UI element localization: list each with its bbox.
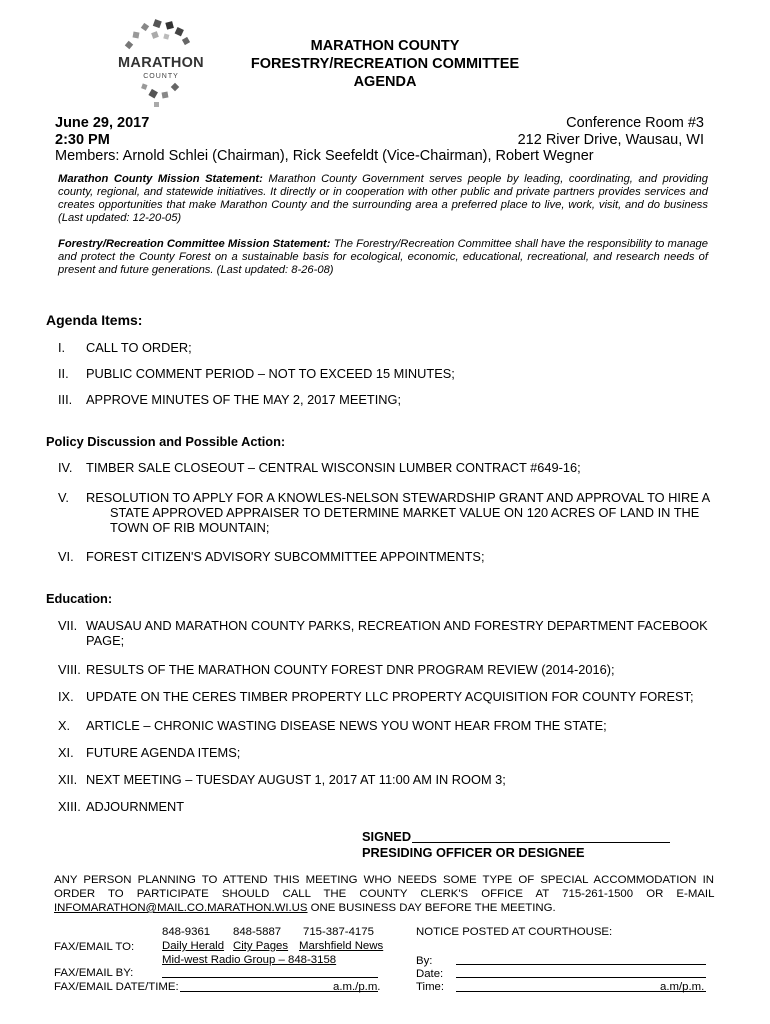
item-number: XI. (58, 745, 74, 760)
posted-date-label: Date: (416, 968, 444, 980)
item-text: RESOLUTION TO APPLY FOR A KNOWLES-NELSON STEWARDSHIP GRANT AND APPROVAL TO HIRE A (86, 490, 711, 505)
media-marshfield-news: Marshfield News (299, 940, 384, 952)
phone-1: 848-9361 (162, 926, 211, 938)
notice-text: ANY PERSON PLANNING TO ATTEND THIS MEETING WHO NEEDS SOME TYPE OF SPECIAL ACCOMMODATION IN ORDER TO PARTICIPATE SHOULD CALL THE COUNTY CLERK'S OFFICE AT 715-261-1500 OR E-MAIL (54, 874, 714, 900)
item-number: IX. (58, 689, 74, 704)
item-number: VIII. (58, 662, 81, 677)
title-line-3: AGENDA (353, 74, 417, 90)
signature-line (412, 842, 670, 843)
agenda-heading: Agenda Items: (46, 312, 143, 328)
fax-ampm-label: a.m./p.m. (333, 981, 381, 993)
item-text: TIMBER SALE CLOSEOUT – CENTRAL WISCONSIN LUMBER CONTRACT #649-16; (86, 460, 581, 475)
members-line: Members: Arnold Schlei (Chairman), Rick Seefeldt (Vice-Chairman), Robert Wegner (55, 148, 594, 164)
meeting-room: Conference Room #3 (566, 115, 704, 131)
media-daily-herald: Daily Herald (162, 940, 225, 952)
item-text-continued: TOWN OF RIB MOUNTAIN; (110, 520, 270, 535)
meeting-time: 2:30 PM (55, 132, 110, 148)
info-email-link[interactable]: INFOMARATHON@MAIL.CO.MARATHON.WI.US (54, 902, 308, 914)
item-text: PUBLIC COMMENT PERIOD – NOT TO EXCEED 15 MINUTES; (86, 366, 455, 381)
phone-2: 848-5887 (233, 926, 282, 938)
committee-mission-text: The Forestry/Recreation Committee shall have the responsibility to manage and protect the County Forest on a sustainable basis for ecological, economic, educational, recreational, and research needs of present and future generations. (Last updated: 8-26-08) (58, 238, 708, 276)
item-number: X. (58, 718, 71, 733)
title-line-2: FORESTRY/RECREATION COMMITTEE (250, 56, 520, 72)
posted-date-line (456, 977, 706, 978)
meeting-date: June 29, 2017 (55, 115, 150, 131)
education-heading: Education: (46, 591, 113, 606)
title-line-1: MARATHON COUNTY (310, 38, 460, 54)
signed-label: SIGNED (362, 829, 412, 844)
media-city-pages: City Pages (233, 940, 289, 952)
item-text: NEXT MEETING – TUESDAY AUGUST 1, 2017 AT 11:00 AM IN ROOM 3; (86, 772, 506, 787)
committee-mission-statement (58, 238, 708, 277)
notice-text-end: ONE BUSINESS DAY BEFORE THE MEETING. (307, 902, 556, 914)
meeting-address: 212 River Drive, Wausau, WI (517, 132, 704, 148)
presiding-officer-label: PRESIDING OFFICER OR DESIGNEE (362, 845, 585, 860)
item-text: CALL TO ORDER; (86, 340, 192, 355)
list-item (0, 490, 770, 536)
item-text: FUTURE AGENDA ITEMS; (86, 745, 241, 760)
item-text: APPROVE MINUTES OF THE MAY 2, 2017 MEETING; (86, 392, 402, 407)
item-text: ARTICLE – CHRONIC WASTING DISEASE NEWS YOU WONT HEAR FROM THE STATE; (86, 718, 607, 733)
item-number: III. (58, 392, 73, 407)
item-number: VI. (58, 549, 74, 564)
item-number: II. (58, 366, 69, 381)
media-midwest-radio: Mid-west Radio Group – 848-3158 (162, 954, 337, 966)
phone-3: 715-387-4175 (303, 926, 374, 938)
committee-mission-label: Forestry/Recreation Committee Mission Statement: (58, 238, 331, 250)
county-mission-text: Marathon County Government serves people by leading, coordinating, and providing county, regional, and statewide initiatives. It directly or in cooperation with other public and private partners provides services and creates opportunities that make Marathon County and the surrounding area a preferred place to live, work, visit, and do business (Last updated: 12-20-05) (58, 173, 709, 224)
item-number: I. (58, 340, 66, 355)
item-text-continued: STATE APPROVED APPRAISER TO DETERMINE MARKET VALUE ON 120 ACRES OF LAND IN THE (110, 505, 700, 520)
fax-email-to-label: FAX/EMAIL TO: (54, 941, 135, 953)
item-number: V. (58, 490, 69, 505)
posted-time-label: Time: (416, 981, 445, 993)
item-number: XIII. (58, 799, 81, 814)
item-text: UPDATE ON THE CERES TIMBER PROPERTY LLC PROPERTY ACQUISITION FOR COUNTY FOREST; (86, 689, 694, 704)
item-text: RESULTS OF THE MARATHON COUNTY FOREST DNR PROGRAM REVIEW (2014-2016); (86, 662, 615, 677)
item-number: VII. (58, 618, 78, 633)
posted-by-line (456, 964, 706, 965)
logo-wordmark: MARATHON (118, 55, 204, 71)
fax-email-by-label: FAX/EMAIL BY: (54, 967, 134, 979)
item-number: XII. (58, 772, 78, 787)
county-mission-statement (58, 173, 708, 225)
item-number: IV. (58, 460, 73, 475)
item-text-continued: PAGE; (86, 633, 125, 648)
item-text: ADJOURNMENT (86, 799, 185, 814)
posted-ampm-label: a.m/p.m. (660, 981, 705, 993)
item-text: WAUSAU AND MARATHON COUNTY PARKS, RECREATION AND FORESTRY DEPARTMENT FACEBOOK (86, 618, 708, 633)
logo-subtitle: COUNTY (143, 73, 179, 80)
fax-by-line (162, 977, 378, 978)
notice-posted-heading: NOTICE POSTED AT COURTHOUSE: (416, 926, 613, 938)
policy-heading: Policy Discussion and Possible Action: (46, 434, 286, 449)
fax-email-date-label: FAX/EMAIL DATE/TIME: (54, 981, 179, 993)
item-text: FOREST CITIZEN'S ADVISORY SUBCOMMITTEE APPOINTMENTS; (86, 549, 485, 564)
list-item (0, 618, 770, 648)
accommodation-notice (54, 873, 714, 915)
county-mission-label: Marathon County Mission Statement: (58, 173, 263, 185)
posted-by-label: By: (416, 955, 433, 967)
